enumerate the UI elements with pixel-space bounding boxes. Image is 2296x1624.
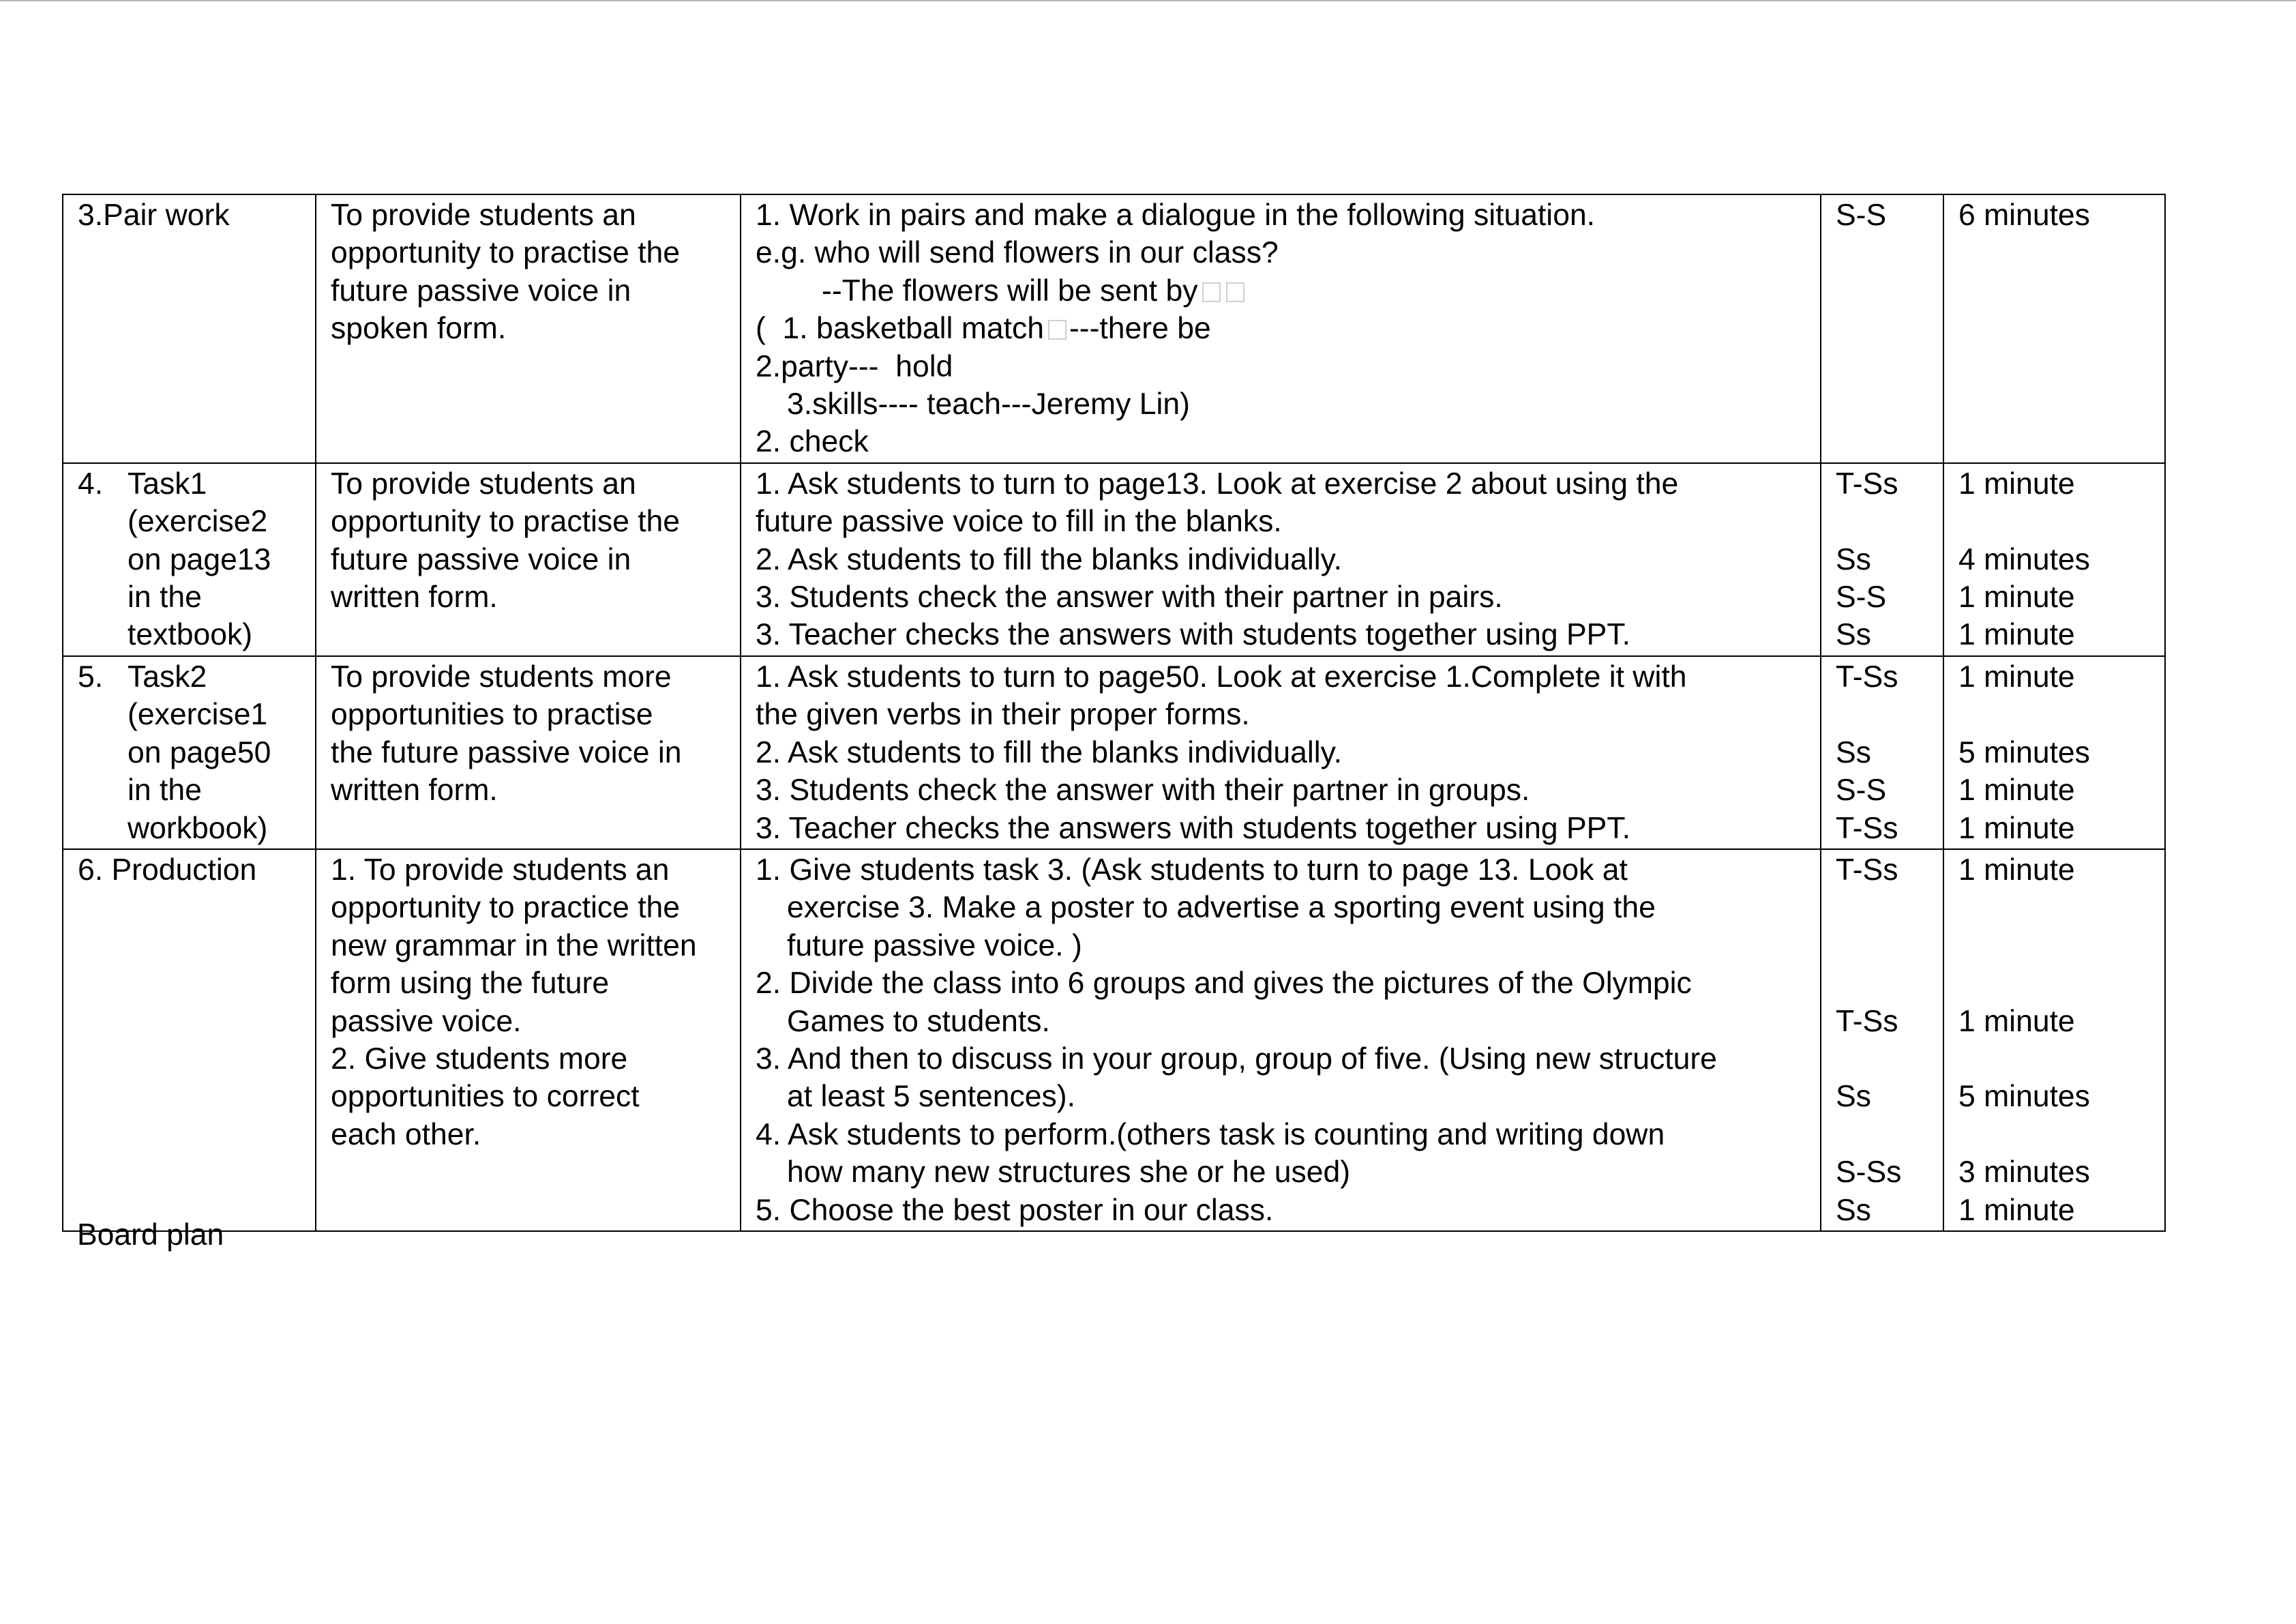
- aim-line: each other.: [331, 1117, 481, 1151]
- placeholder-box-icon: [1048, 320, 1067, 340]
- procedure-line: e.g. who will send flowers in our class?: [756, 236, 1279, 270]
- time-value: 5 minutes: [1958, 735, 2090, 769]
- procedure-cell: [741, 656, 1821, 849]
- aim-line: opportunity to practise the: [331, 505, 681, 539]
- page-top-border: [0, 0, 2296, 1]
- interaction-mode: T-Ss: [1836, 1004, 1898, 1038]
- procedure-line: 2. Ask students to fill the blanks individually.: [756, 542, 1342, 576]
- stage-label: 3.Pair work: [78, 198, 230, 232]
- aim-line: opportunities to practise: [331, 698, 653, 732]
- time-value: 1 minute: [1958, 660, 2075, 694]
- stage-number: 4.: [78, 467, 104, 501]
- time-value: 1 minute: [1958, 1004, 2075, 1038]
- stage-cell: [63, 463, 316, 656]
- stage-line: textbook): [128, 618, 253, 652]
- time-cell: [1943, 194, 2165, 463]
- procedure-line: 1. Give students task 3. (Ask students to turn to page 13. Look at: [756, 853, 1628, 887]
- stage-line: in the: [128, 580, 202, 615]
- stage-cell: [63, 656, 316, 849]
- aim-line: opportunity to practice the: [331, 891, 681, 925]
- lesson-procedure-table: [62, 194, 2166, 1232]
- time-cell: [1943, 849, 2165, 1231]
- stage-line: (exercise1: [128, 698, 268, 732]
- aim-line: form using the future: [331, 966, 610, 1001]
- aim-cell: [316, 463, 741, 656]
- time-cell: [1943, 656, 2165, 849]
- interaction-mode: T-Ss: [1836, 811, 1898, 845]
- procedure-line: 3. Teacher checks the answers with students together using PPT.: [756, 618, 1630, 652]
- time-cell: [1943, 463, 2165, 656]
- interaction-mode: Ss: [1836, 1080, 1871, 1114]
- interaction-mode: [1836, 1116, 1943, 1153]
- interaction-mode: [1836, 889, 1943, 926]
- mode-cell: [1821, 463, 1943, 656]
- procedure-line: 2. Ask students to fill the blanks individually.: [756, 735, 1342, 769]
- aim-cell: [316, 656, 741, 849]
- aim-cell: [316, 194, 741, 463]
- procedure-line: 1. Ask students to turn to page13. Look at exercise 2 about using the: [756, 467, 1679, 501]
- procedure-line: 3. Teacher checks the answers with students together using PPT.: [756, 811, 1630, 845]
- aim-line: written form.: [331, 580, 498, 615]
- stage-line: Task2: [128, 660, 207, 694]
- interaction-mode: T-Ss: [1836, 853, 1898, 887]
- aim-line: To provide students an: [331, 467, 636, 501]
- interaction-mode: S-S: [1836, 773, 1887, 808]
- interaction-mode: T-Ss: [1836, 467, 1898, 501]
- stage-label: [78, 465, 315, 654]
- procedure-line: 3. And then to discuss in your group, group of five. (Using new structure: [756, 1042, 1717, 1076]
- interaction-mode: [1836, 503, 1943, 540]
- placeholder-box-icon: [1202, 282, 1221, 302]
- aim-line: 2. Give students more: [331, 1042, 628, 1076]
- table-row: [63, 194, 2165, 463]
- table-row: [63, 656, 2165, 849]
- table-row: [63, 849, 2165, 1231]
- interaction-mode: S-S: [1836, 198, 1887, 232]
- time-value: [1958, 889, 2164, 926]
- interaction-mode: T-Ss: [1836, 660, 1898, 694]
- procedure-text: --The flowers will be sent by: [822, 274, 1198, 308]
- stage-cell: [63, 194, 316, 463]
- mode-cell: [1821, 656, 1943, 849]
- procedure-line: future passive voice. ): [787, 928, 1082, 962]
- time-value: [1958, 696, 2164, 733]
- interaction-mode: [1836, 696, 1943, 733]
- procedure-cell: [741, 849, 1821, 1231]
- stage-line: in the: [128, 773, 202, 808]
- time-value: 1 minute: [1958, 773, 2075, 808]
- time-value: [1958, 964, 2164, 1002]
- interaction-mode: S-Ss: [1836, 1155, 1902, 1190]
- stage-line: on page13: [128, 542, 271, 576]
- stage-line: workbook): [128, 811, 268, 845]
- procedure-cell: [741, 194, 1821, 463]
- time-value: 1 minute: [1958, 853, 2075, 887]
- time-value: 3 minutes: [1958, 1155, 2090, 1190]
- stage-line: Task1: [128, 467, 207, 501]
- interaction-mode: [1836, 1040, 1943, 1078]
- procedure-line: 1. Work in pairs and make a dialogue in the following situation.: [756, 198, 1596, 232]
- time-value: 1 minute: [1958, 1193, 2075, 1227]
- stage-label: 6. Production: [78, 853, 257, 887]
- time-value: 5 minutes: [1958, 1080, 2090, 1114]
- time-value: 6 minutes: [1958, 198, 2090, 232]
- aim-cell: [316, 849, 741, 1231]
- procedure-line: how many new structures she or he used): [787, 1155, 1351, 1190]
- stage-number: 5.: [78, 660, 104, 694]
- procedure-line: at least 5 sentences).: [787, 1080, 1075, 1114]
- stage-line: (exercise2: [128, 505, 268, 539]
- procedure-line: 1. Ask students to turn to page50. Look at exercise 1.Complete it with: [756, 660, 1687, 694]
- procedure-line: 4. Ask students to perform.(others task is counting and writing down: [756, 1117, 1665, 1151]
- aim-line: To provide students more: [331, 660, 672, 694]
- procedure-line: 2. check: [756, 425, 869, 459]
- procedure-cell: [741, 463, 1821, 656]
- time-value: 1 minute: [1958, 811, 2075, 845]
- procedure-line: 5. Choose the best poster in our class.: [756, 1193, 1274, 1227]
- table-row: [63, 463, 2165, 656]
- time-value: [1958, 927, 2164, 964]
- aim-line: the future passive voice in: [331, 735, 682, 769]
- mode-cell: [1821, 194, 1943, 463]
- aim-line: 1. To provide students an: [331, 853, 670, 887]
- procedure-line: future passive voice to fill in the blanks.: [756, 505, 1282, 539]
- procedure-line: exercise 3. Make a poster to advertise a sporting event using the: [787, 891, 1656, 925]
- time-value: [1958, 1116, 2164, 1153]
- aim-line: To provide students an: [331, 198, 636, 232]
- board-plan-heading: Board plan: [77, 1218, 224, 1252]
- interaction-mode: S-S: [1836, 580, 1887, 615]
- interaction-mode: Ss: [1836, 1193, 1871, 1227]
- procedure-line: 3.skills---- teach---Jeremy Lin): [787, 387, 1190, 422]
- aim-line: opportunity to practise the: [331, 236, 681, 270]
- mode-cell: [1821, 849, 1943, 1231]
- procedure-line: 2.party--- hold: [756, 349, 953, 383]
- procedure-line: 3. Students check the answer with their partner in pairs.: [756, 580, 1503, 615]
- stage-label: [78, 658, 315, 847]
- aim-line: future passive voice in: [331, 274, 631, 308]
- procedure-text: ---there be: [1069, 312, 1211, 346]
- stage-cell: [63, 849, 316, 1231]
- procedure-line: 3. Students check the answer with their partner in groups.: [756, 773, 1530, 808]
- procedure-line: the given verbs in their proper forms.: [756, 698, 1250, 732]
- aim-line: written form.: [331, 773, 498, 808]
- interaction-mode: Ss: [1836, 542, 1871, 576]
- time-value: 1 minute: [1958, 618, 2075, 652]
- procedure-line: 2. Divide the class into 6 groups and gives the pictures of the Olympic: [756, 966, 1692, 1001]
- aim-line: passive voice.: [331, 1004, 522, 1038]
- interaction-mode: Ss: [1836, 618, 1871, 652]
- time-value: [1958, 1040, 2164, 1078]
- time-value: 1 minute: [1958, 467, 2075, 501]
- time-value: [1958, 503, 2164, 540]
- procedure-text: ( 1. basketball match: [756, 312, 1044, 346]
- placeholder-box-icon: [1226, 282, 1244, 302]
- procedure-line: Games to students.: [787, 1004, 1050, 1038]
- interaction-mode: [1836, 927, 1943, 964]
- procedure-line: [756, 272, 1820, 310]
- procedure-line: [756, 310, 1820, 347]
- interaction-mode: Ss: [1836, 735, 1871, 769]
- time-value: 4 minutes: [1958, 542, 2090, 576]
- interaction-mode: [1836, 964, 1943, 1002]
- aim-line: future passive voice in: [331, 542, 631, 576]
- stage-line: on page50: [128, 735, 271, 769]
- aim-line: opportunities to correct: [331, 1080, 640, 1114]
- aim-line: spoken form.: [331, 312, 507, 346]
- time-value: 1 minute: [1958, 580, 2075, 615]
- aim-line: new grammar in the written: [331, 928, 697, 962]
